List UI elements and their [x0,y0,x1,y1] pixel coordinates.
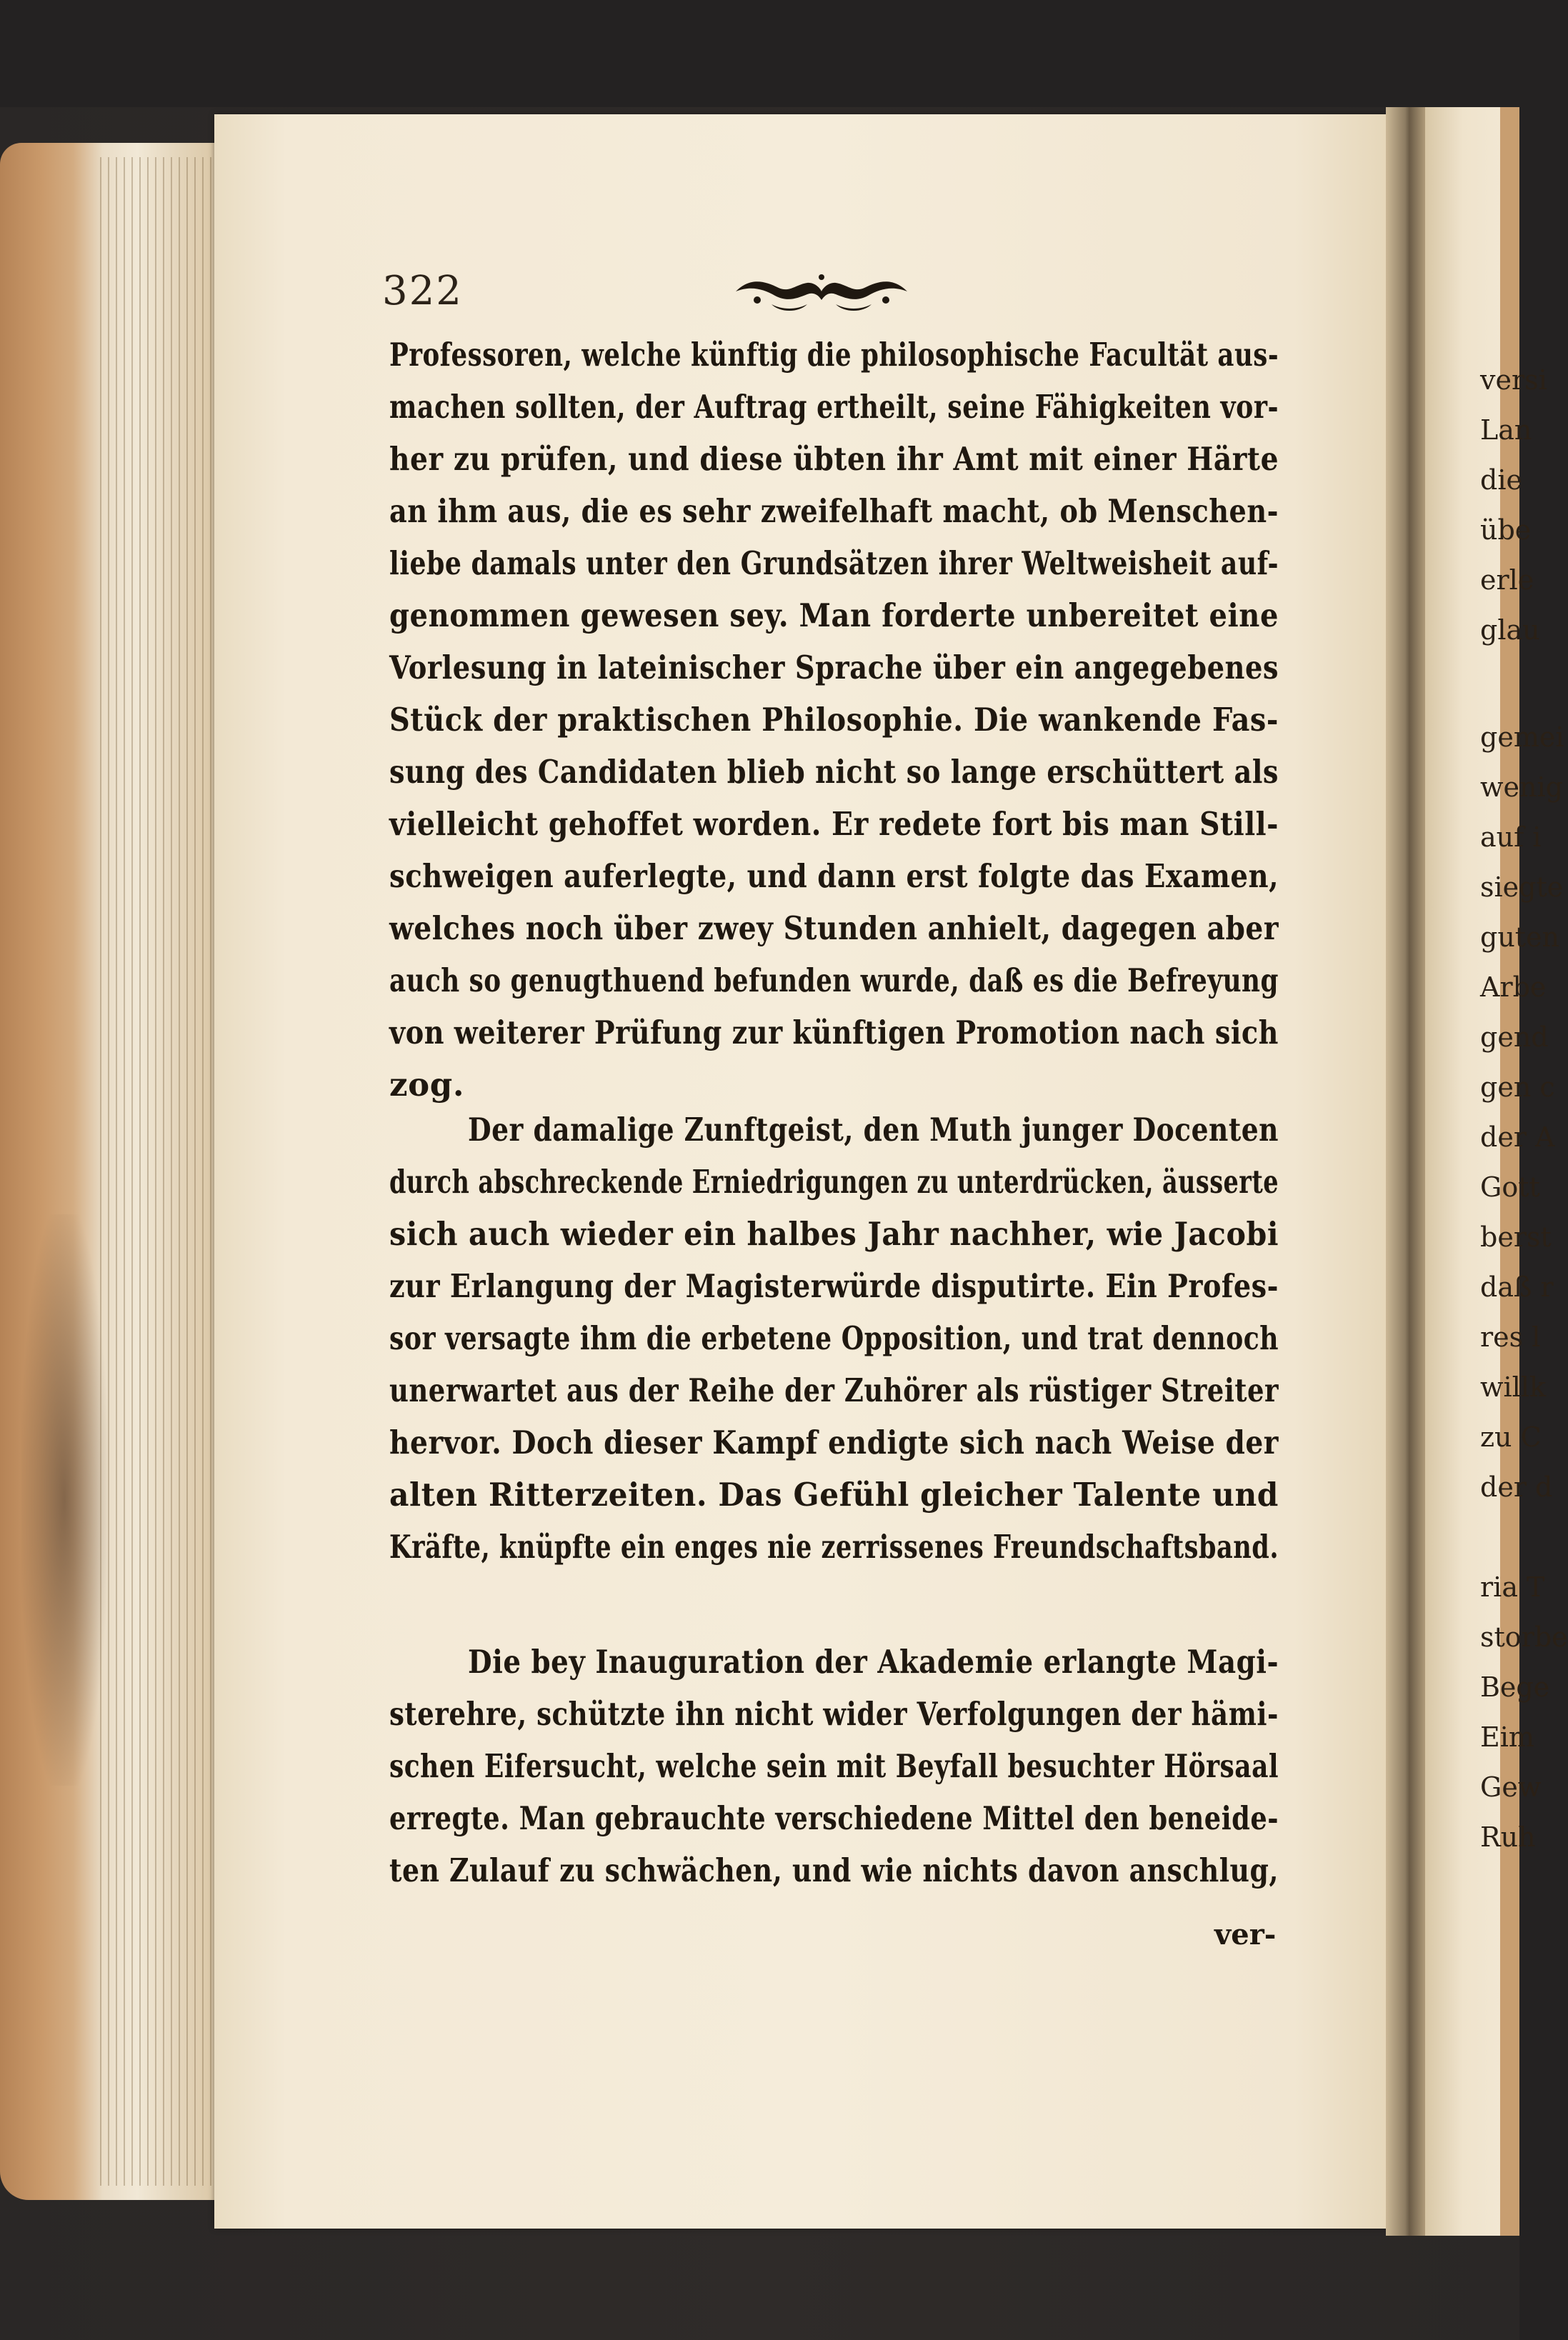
text-line: auch so genugthuend befunden wurde, daß es die Befreyung [389,961,1279,999]
text-line: liebe damals unter den Grundsätzen ihrer Weltweisheit auf- [389,544,1279,582]
facing-page-word: guten [1480,921,1560,953]
text-line: an ihm aus, die es sehr zweifelhaft macht, ob Menschen- [389,492,1279,530]
edge-stain [21,1214,107,1786]
facing-page-word: erle [1480,564,1534,596]
text-line: sung des Candidaten blieb nicht so lange erschüttert als [389,753,1279,791]
text-line: genommen gewesen sey. Man forderte unbereitet eine [389,596,1279,634]
text-line: Professoren, welche künftig die philosophische Facultät aus- [389,336,1279,374]
facing-page-word: übe [1480,514,1532,546]
text-line: vielleicht gehoffet worden. Er redete fort bis man Still- [389,805,1279,843]
facing-page-word: der d [1480,1471,1553,1503]
text-line: Stück der praktischen Philosophie. Die wankende Fas- [389,701,1279,739]
facing-page-word: auf i [1480,821,1542,853]
text-line: welches noch über zwey Stunden anhielt, dagegen aber [389,909,1279,947]
catchword: ver- [1214,1918,1277,1951]
facing-page-word: Bege [1480,1671,1550,1703]
facing-page-word: storbe [1480,1621,1568,1653]
text-line: hervor. Doch dieser Kampf endigte sich nach Weise der [389,1424,1279,1461]
facing-page-word: siegte [1480,871,1564,903]
facing-page-word: willk [1480,1371,1547,1403]
text-line: schweigen auferlegte, und dann erst folgte das Examen, [389,857,1279,895]
facing-page-word: Lan [1480,414,1532,446]
text-line: durch abschreckende Erniedrigungen zu unterdrücken, äusserte [389,1163,1279,1201]
text-line: Vorlesung in lateinischer Sprache über ein angegebenes [389,649,1279,686]
facing-page-word: res l [1480,1321,1541,1353]
facing-page-word: glau [1480,614,1540,646]
text-line: zur Erlangung der Magisterwürde disputirte. Ein Profes- [389,1267,1279,1305]
facing-page-word: Gott [1480,1171,1540,1203]
text-line: unerwartet aus der Reihe der Zuhörer als rüstiger Streiter [389,1371,1279,1409]
text-line: schen Eifersucht, welche sein mit Beyfall besuchter Hörsaal [389,1747,1279,1785]
text-line: Die bey Inauguration der Akademie erlangte Magi- [468,1643,1279,1681]
facing-page-word: die [1480,464,1522,496]
text-line: Kräfte, knüpfte ein enges nie zerrissenes Freundschaftsband. [389,1528,1279,1566]
text-line: sterehre, schützte ihn nicht wider Verfolgungen der hämi- [389,1695,1279,1733]
text-line: erregte. Man gebrauchte verschiedene Mittel den beneide- [389,1799,1279,1837]
page-number: 322 [382,268,463,314]
text-line: zog. [389,1066,465,1104]
facing-page-word: daß r [1480,1271,1554,1303]
text-line: alten Ritterzeiten. Das Gefühl gleicher Talente und [389,1476,1279,1514]
facing-page-word: berst [1480,1221,1552,1253]
facing-page-word: gend [1480,1021,1549,1053]
text-line: machen sollten, der Auftrag ertheilt, seine Fähigkeiten vor- [389,388,1279,426]
book-gutter [1386,107,1429,2236]
facing-page-word: Ruh [1480,1821,1536,1853]
text-line: ten Zulauf zu schwächen, und wie nichts davon anschlug, [389,1851,1279,1889]
page-edge-lines [100,157,221,2186]
facing-page-word: versi [1480,364,1547,396]
text-line: von weiterer Prüfung zur künftigen Promotion nach sich [389,1014,1279,1051]
facing-page-word: ria T [1480,1571,1545,1603]
facing-page-word: Gew [1480,1771,1542,1803]
facing-page-word: gen c [1480,1071,1555,1103]
facing-page-word: Eim [1480,1721,1534,1753]
text-line: sor versagte ihm die erbetene Opposition, und trat dennoch [389,1319,1279,1357]
header-ornament-icon [729,263,914,320]
text-line: her zu prüfen, und diese übten ihr Amt mit einer Härte [389,440,1279,478]
text-line: sich auch wieder ein halbes Jahr nachher, wie Jacobi [389,1215,1279,1253]
facing-page-word: zu C [1480,1421,1542,1453]
facing-page-word: der A [1480,1121,1555,1153]
facing-page-word: wenig [1480,771,1563,803]
facing-page-word: gemei [1480,721,1564,753]
facing-page-word: Arbe [1480,971,1547,1003]
text-line: Der damalige Zunftgeist, den Muth junger Docenten [468,1111,1279,1149]
